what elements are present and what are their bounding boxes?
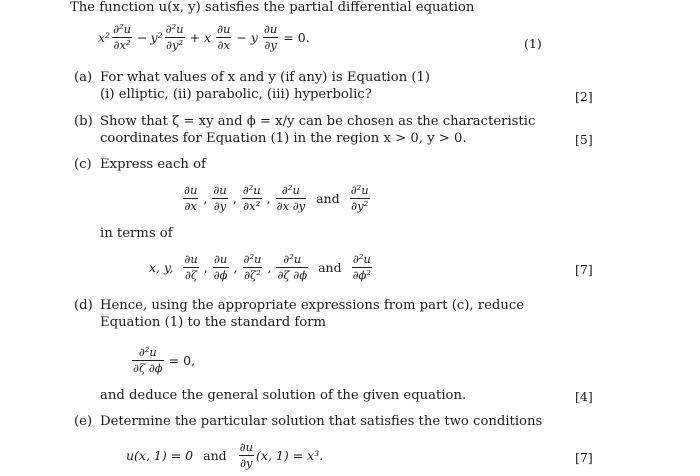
part-d-line-1: Hence, using the appropriate expressions from part (c), reduce [100, 298, 525, 313]
deriv-uyy: $\frac{\text{∂²u}}{\text{∂y²}}$ [350, 182, 369, 213]
part-d-marks: [4] [575, 389, 593, 404]
eq1-op-1: − [137, 29, 148, 45]
part-c-line-2: in terms of [100, 226, 173, 241]
part-d-line-2: Equation (1) to the standard form [100, 315, 326, 330]
part-a-label: (a) [74, 70, 93, 85]
part-a-line-2: (i) elliptic, (ii) parabolic, (iii) hyperbolic? [100, 87, 372, 102]
part-a-marks: [2] [575, 89, 593, 104]
condition-2-rhs: (x, 1) = x³. [256, 447, 324, 463]
standard-form-rhs: = 0, [168, 352, 195, 368]
part-e-line-1: Determine the particular solution that satisfies the two conditions [100, 414, 543, 429]
part-c-and-2: and [318, 259, 342, 275]
part-d-line-3: and deduce the general solution of the given equation. [100, 388, 467, 403]
eq1-term-4: $\frac{\partial u}{\partial y}$ [263, 21, 278, 52]
eq1-term-1: $\frac{\text{∂²u}}{\text{∂x²}}$ [113, 21, 132, 52]
deriv-ux: $\frac{\partial u}{\partial x}$ [184, 182, 198, 213]
deriv-uxx: $\frac{\text{∂²u}}{\text{∂x²}}$ [242, 182, 261, 213]
part-b-line-1: Show that ζ = xy and ϕ = x/y can be chosen as the characteristic [100, 114, 536, 129]
part-b-marks: [5] [575, 132, 593, 147]
part-c-marks: [7] [575, 262, 593, 277]
part-e-label: (e) [74, 414, 93, 429]
eq1-term-2: $\frac{\text{∂²u}}{\text{∂y²}}$ [165, 21, 184, 52]
part-a-line-1: For what values of x and y (if any) is Equation (1) [100, 70, 431, 85]
part-b-line-2: coordinates for Equation (1) in the region x > 0, y > 0. [100, 131, 467, 146]
eq1-op-3: − y [236, 29, 258, 45]
part-c-derivatives-list: $\frac{\partial u}{\partial x}$ , $\frac{\partial u}{\partial y}$ , $\frac{\text{∂²u}}{\text{∂x²}}$ , $\frac{\text{∂²u}}{\partial x \partial y}$ and $\frac{\text{∂²u}}{\text{∂y²}}$ [184, 182, 369, 213]
part-d-label: (d) [74, 298, 93, 313]
part-b-label: (b) [74, 114, 93, 129]
equation-number: (1) [524, 36, 542, 51]
condition-1: u(x, 1) = 0 [126, 447, 194, 463]
boundary-conditions [126, 434, 323, 476]
eq1-op-2: + x [189, 29, 212, 45]
deriv-uxy: $\frac{\text{∂²u}}{\partial x \partial y}$ [276, 182, 306, 213]
deriv-uy: $\frac{\partial u}{\partial y}$ [213, 182, 227, 213]
condition-2-derivative: $\frac{\partial u}{\partial y}$ [239, 439, 254, 470]
intro-text: The function u(x, y) satisfies the partial differential equation [70, 0, 475, 15]
part-c-line-1: Express each of [100, 157, 206, 172]
eq1-coef-1: x² [98, 29, 111, 45]
conditions-and: and [203, 447, 227, 463]
part-c-and-1: and [316, 190, 340, 206]
part-c-vars: x, y, [149, 259, 174, 275]
standard-form-equation [130, 338, 198, 382]
equation-1 [98, 19, 313, 55]
deriv-uzetazeta: $\frac{\text{∂²u}}{\text{∂ζ²}}$ [243, 251, 262, 282]
part-c-new-derivatives: x, y, $\frac{\partial u}{\partial\zeta}$ , $\frac{\partial u}{\partial\phi}$ , $\frac{\text{∂²u}}{\text{∂ζ²}}$ , $\frac{\text{∂²u}}{\partial\zeta \partial\phi}$ and $\frac{\text{∂²u}}{\text{∂ϕ²}}$ [149, 251, 371, 282]
deriv-uzeta: $\frac{\partial u}{\partial\zeta}$ [184, 251, 198, 282]
eq1-coef-2: y² [150, 29, 163, 45]
deriv-uphiphi: $\frac{\text{∂²u}}{\text{∂ϕ²}}$ [352, 251, 371, 282]
deriv-uphi: $\frac{\partial u}{\partial\phi}$ [213, 251, 228, 282]
standard-form-lhs: $\frac{\text{∂²u}}{\partial\zeta \partial\phi}$ [133, 344, 163, 375]
eq1-term-3: $\frac{\partial u}{\partial x}$ [217, 21, 231, 52]
part-e-marks: [7] [575, 450, 593, 465]
deriv-uzetaphi: $\frac{\text{∂²u}}{\partial\zeta \partial\phi}$ [277, 251, 308, 282]
part-c-label: (c) [74, 157, 92, 172]
eq1-rhs: = 0. [283, 29, 310, 45]
